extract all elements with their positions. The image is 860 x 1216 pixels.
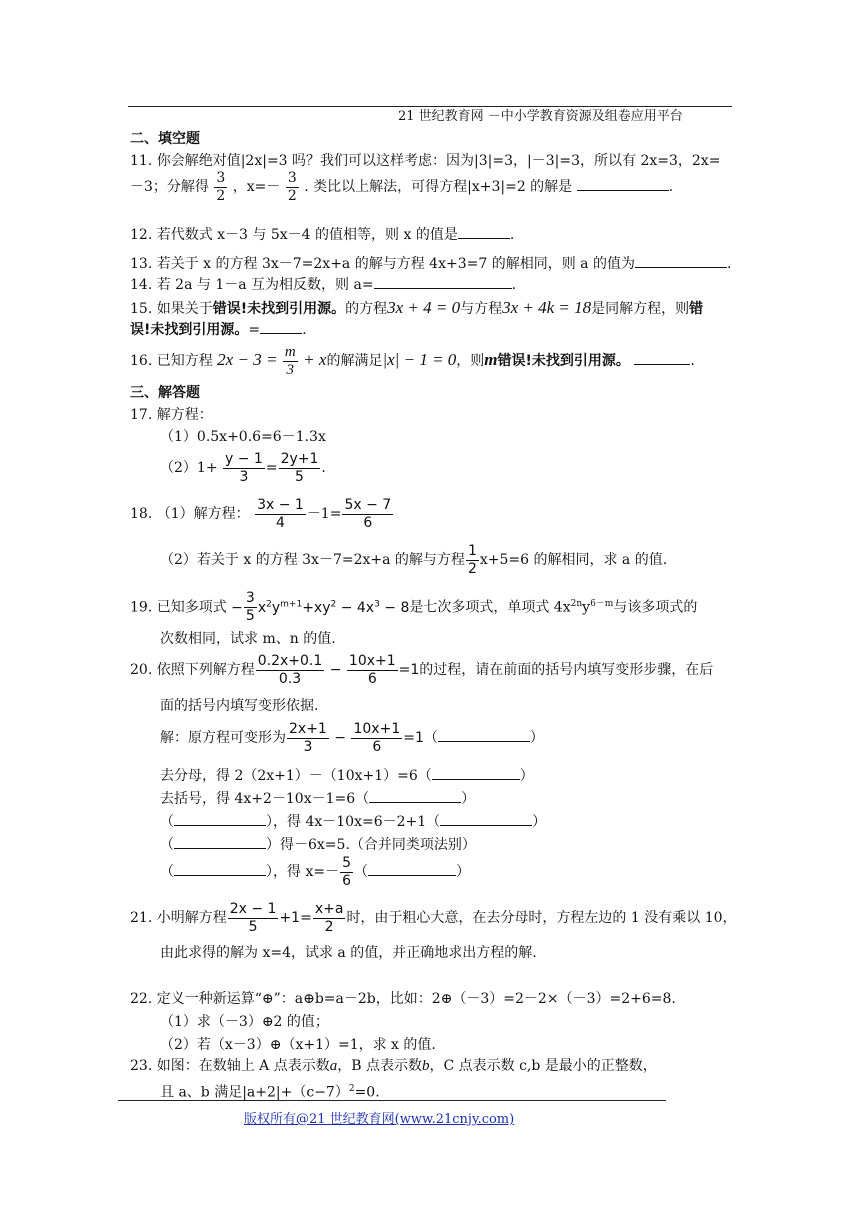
section-fill-title: 二、填空题 — [130, 131, 200, 147]
q20-frac-3: $\frac{2x+1}{3}$ — [289, 720, 327, 755]
q17-frac-1: $\frac{y - 1}{3}$ — [225, 450, 263, 485]
section-solve-title: 三、解答题 — [130, 385, 200, 401]
q20-blank-4[interactable] — [174, 811, 266, 826]
q20-step6: （ ），得 x=－ $\frac{5}{6}$ （ ） — [160, 854, 470, 889]
q20-step2: 去分母，得 2（2x+1）－（10x+1）=6（ ） — [160, 765, 534, 785]
q21-frac-1: $\frac{2x - 1}{5}$ — [229, 900, 277, 935]
q13: 13. 若关于 x 的方程 3x－7=2x+a 的解与方程 4x+3=7 的解相同，则 a 的值为 . — [130, 253, 731, 273]
q15-line2: 误!未找到引用源。= . — [130, 319, 307, 339]
q20-frac-5: $\frac{5}{6}$ — [342, 854, 351, 889]
q13-answer-blank[interactable] — [635, 253, 727, 268]
q20-line1: 20. 依照下列解方程 $\frac{0.2x+0.1}{0.3}$ − $\frac{10x+1}{6}$ =1的过程，请在前面的括号内填写变形步骤，在后 — [130, 652, 714, 687]
q20-frac-4: $\frac{10x+1}{6}$ — [353, 720, 401, 755]
q20-frac-2: $\frac{10x+1}{6}$ — [348, 652, 396, 687]
q21-frac-2: $\frac{x+a}{2}$ — [314, 900, 344, 935]
q11-line2: －3；分解得 $\frac{3}{2}$ ，x=－ $\frac{3}{2}$ . 类比以上解法，可得方程|x+3|=2 的解是 . — [130, 169, 674, 204]
q17-part1: （1）0.5x+0.6=6－1.3x — [160, 429, 326, 445]
q20-blank-8[interactable] — [368, 861, 456, 876]
q17-frac-2: $\frac{2y+1}{5}$ — [280, 450, 319, 485]
q11-frac-1: $\frac{3}{2}$ — [216, 169, 226, 204]
q14: 14. 若 2a 与 1－a 互为相反数，则 a= . — [130, 274, 516, 294]
q20-line2: 面的括号内填写变形依据. — [160, 698, 319, 714]
q11-line1: 11. 你会解绝对值|2x|=3 吗？我们可以这样考虑：因为|3|=3，|－3|=3，所以有 2x=3，2x= — [130, 153, 721, 169]
q22-line3: （2）若（x－3）⊕（x+1）=1，求 x 的值. — [160, 1037, 436, 1053]
q20-blank-3[interactable] — [369, 788, 461, 803]
q11-answer-blank[interactable] — [577, 176, 669, 191]
q22-line1: 22. 定义一种新运算“⊕”：a⊕b=a－2b，比如：2⊕（－3）=2－2×（－3）=2+6=8. — [130, 991, 676, 1007]
q11-frac-2: $\frac{3}{2}$ — [287, 169, 297, 204]
q16-answer-blank[interactable] — [634, 350, 690, 365]
q20-step5: （ ）得－6x=5.（合并同类项法别） — [160, 834, 476, 854]
footer-copyright-link[interactable]: 版权所有@21 世纪教育网(www.21cnjy.com) — [244, 1112, 515, 1127]
q19-line2: 次数相同，试求 m、n 的值. — [160, 631, 336, 647]
header-site: 21 世纪教育网 －中小学教育资源及组卷应用平台 — [398, 109, 683, 124]
q20-step3: 去括号，得 4x+2－10x－1=6（ ） — [160, 788, 475, 808]
header-rule — [128, 106, 732, 107]
q20-blank-6[interactable] — [174, 834, 266, 849]
q17-title: 17. 解方程： — [130, 407, 213, 423]
q17-part2: （2）1+ $\frac{y - 1}{3}$ = $\frac{2y+1}{5}$ . — [160, 450, 326, 485]
q22-line2: （1）求（－3）⊕2 的值； — [160, 1014, 329, 1030]
q20-frac-1: $\frac{0.2x+0.1}{0.3}$ — [257, 652, 323, 687]
q18-part1: 18. （1）解方程： $\frac{3x - 1}{4}$ －1= $\frac{5x - 7}{6}$ — [130, 496, 392, 531]
q20-blank-5[interactable] — [440, 811, 532, 826]
q19-line1: 19. 已知多项式 − $\frac{3}{5}$ $x^2y^{m+1}+xy^2 - 4x^3 - 8$是七次多项式，单项式 $4x^{2n}y^{6-m}$与该多项式的 — [130, 590, 698, 625]
q20-blank-1[interactable] — [438, 727, 530, 742]
q20-step4: （ ），得 4x－10x=6－2+1（ ） — [160, 811, 546, 831]
q21-line1: 21. 小明解方程 $\frac{2x - 1}{5}$ +1= $\frac{x+a}{2}$ 时，由于粗心大意，在去分母时，方程左边的 1 没有乘以 10， — [130, 900, 737, 935]
q16-frac: $\frac{m}{3}$ — [284, 343, 296, 378]
q16: 16. 已知方程 2x − 3 = $\frac{m}{3}$ + x的解满足|x| − 1 = 0，则m错误!未找到引用源。 . — [130, 343, 695, 378]
q19-polynomial: − $\frac{3}{5}$ $x^2y^{m+1}+xy^2 - 4x^3 - 8$ — [231, 590, 410, 625]
footer-rule — [118, 1100, 666, 1101]
q20-blank-2[interactable] — [432, 765, 520, 780]
q18-part2: （2）若关于 x 的方程 3x－7=2x+a 的解与方程 $\frac{1}{2}$ x+5=6 的解相同，求 a 的值. — [160, 542, 668, 577]
q14-answer-blank[interactable] — [374, 274, 512, 289]
q21-line2: 由此求得的解为 x=4，试求 a 的值，并正确地求出方程的解. — [160, 945, 537, 961]
q20-blank-7[interactable] — [174, 861, 266, 876]
q18-frac-3: $\frac{1}{2}$ — [467, 542, 477, 577]
q18-frac-2: $\frac{5x - 7}{6}$ — [344, 496, 392, 531]
q12-answer-blank[interactable] — [458, 224, 510, 239]
q15-line1: 15. 如果关于错误!未找到引用源。的方程3x + 4 = 0与方程3x + 4k = 18是同解方程，则错 — [130, 298, 704, 317]
q12: 12. 若代数式 x－3 与 5x－4 的值相等，则 x 的值是 . — [130, 224, 514, 244]
q15-answer-blank[interactable] — [260, 319, 302, 334]
q20-step1: 解：原方程可变形为 $\frac{2x+1}{3}$ − $\frac{10x+1}{6}$ =1（ ） — [160, 720, 544, 755]
q23-line1: 23. 如图：在数轴上 A 点表示数a，B 点表示数b，C 点表示数 c,b 是最小的正整数， — [130, 1058, 657, 1074]
q18-frac-1: $\frac{3x - 1}{4}$ — [257, 496, 304, 531]
q23-line2: 且 a、b 满足$|a+2|+(c-7)^2=0$. — [160, 1084, 380, 1101]
